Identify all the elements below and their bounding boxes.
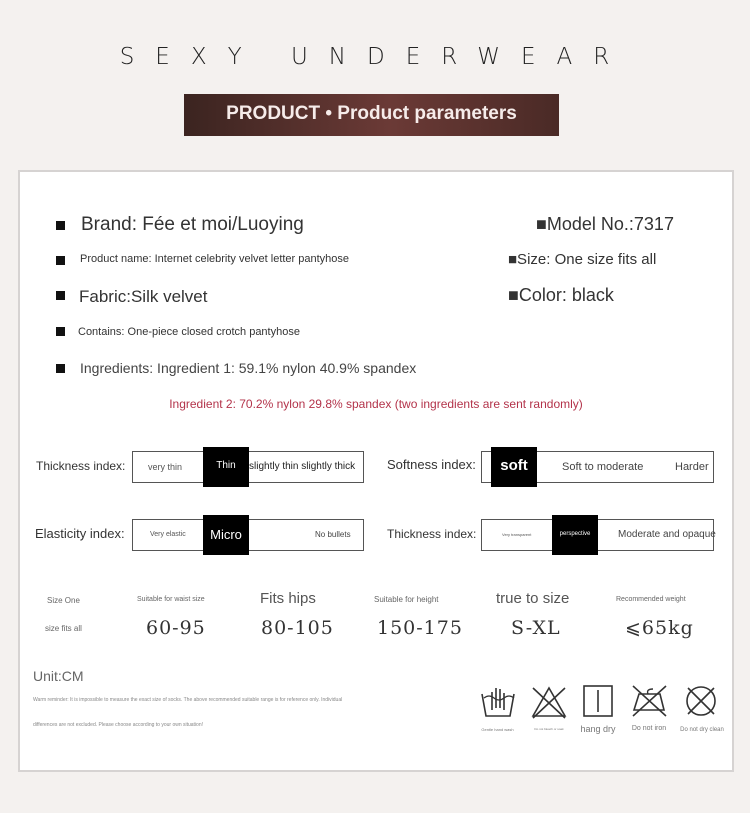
reminder-line-1: Warm reminder: It is impossible to measure the exact size of socks. The above recommended suitable range is for reference only. Individual <box>33 697 343 703</box>
scale-middle-text: slightly thin slightly thick <box>249 461 356 472</box>
softness-index-label: Softness index: <box>387 457 476 472</box>
thickness2-index-label: Thickness index: <box>387 527 477 541</box>
headline: SEXY UNDERWEAR <box>119 44 631 70</box>
color-text: ■Color: black <box>508 285 614 305</box>
height-label: Suitable for height <box>374 595 439 604</box>
scale-middle-text: Soft to moderate <box>562 461 644 473</box>
softness-scale <box>481 451 714 483</box>
hang-dry-icon <box>582 684 614 718</box>
ingredients-text: Ingredients: Ingredient 1: 59.1% nylon 40.9% spandex <box>80 360 417 376</box>
bullet-square-icon <box>56 256 65 265</box>
selected-marker: Thin <box>203 447 249 487</box>
hips-value: 80-105 <box>261 617 334 639</box>
product-name-text: Product name: Internet celebrity velvet letter pantyhose <box>80 253 350 265</box>
thickness-scale <box>132 451 364 483</box>
scale-right-text: Harder <box>675 461 709 473</box>
scale-left-text: Very transparent <box>502 532 532 537</box>
section-banner: PRODUCT • Product parameters <box>184 94 559 136</box>
do-not-bleach-label: Do not bleach or soak <box>534 727 564 731</box>
selected-marker: perspective <box>552 515 598 555</box>
scale-right-text: Moderate and opaque <box>618 529 716 540</box>
bullet-square-icon <box>56 291 65 300</box>
waist-label: Suitable for waist size <box>137 596 205 603</box>
scale-right-text: No bullets <box>315 530 351 539</box>
bullet-square-icon <box>56 221 65 230</box>
hand-wash-icon <box>478 682 518 722</box>
contains-text: Contains: One-piece closed crotch pantyhose <box>78 326 300 338</box>
selected-marker: Micro bullet <box>203 515 249 555</box>
do-not-dry-clean-icon <box>684 684 718 718</box>
parameters-card <box>18 170 734 772</box>
scale-left-text: Very elastic <box>150 531 186 538</box>
opacity-scale <box>481 519 714 551</box>
size-col-label: Size One <box>47 596 80 605</box>
do-not-bleach-icon <box>530 684 568 720</box>
fit-value: S-XL <box>511 617 561 639</box>
brand-text: Brand: Fée et moi/Luoying <box>81 214 304 235</box>
scale-left-text: very thin <box>148 462 183 472</box>
size-text: ■Size: One size fits all <box>508 251 657 268</box>
bullet-square-icon <box>56 327 65 336</box>
fabric-text: Fabric:Silk velvet <box>79 287 208 306</box>
waist-value: 60-95 <box>146 617 206 639</box>
weight-value: ⩽65kg <box>625 617 694 639</box>
do-not-iron-label: Do not iron <box>631 725 667 732</box>
reminder-line-2: differences are not excluded. Please choose according to your own situation! <box>33 722 204 728</box>
size-col-value: size fits all <box>45 624 82 633</box>
unit-label: Unit:CM <box>33 668 84 684</box>
hand-wash-label: Gentle hand wash <box>481 727 514 732</box>
model-text: ■Model No.:7317 <box>536 214 674 234</box>
do-not-iron-icon <box>630 684 668 718</box>
elasticity-scale <box>132 519 364 582</box>
selected-marker: soft <box>491 447 537 487</box>
ingredient2-note: Ingredient 2: 70.2% nylon 29.8% spandex (two ingredients are sent randomly) <box>169 397 583 411</box>
fit-label: true to size <box>496 590 570 607</box>
bullet-square-icon <box>56 364 65 373</box>
hips-label: Fits hips <box>260 590 316 607</box>
hang-dry-label: hang dry <box>580 724 616 734</box>
thickness-index-label: Thickness index: <box>36 459 126 473</box>
elasticity-index-label: Elasticity index: <box>35 526 125 541</box>
do-not-dry-clean-label: Do not dry clean <box>680 727 724 733</box>
weight-label: Recommended weight <box>616 596 686 603</box>
height-value: 150-175 <box>377 617 463 639</box>
